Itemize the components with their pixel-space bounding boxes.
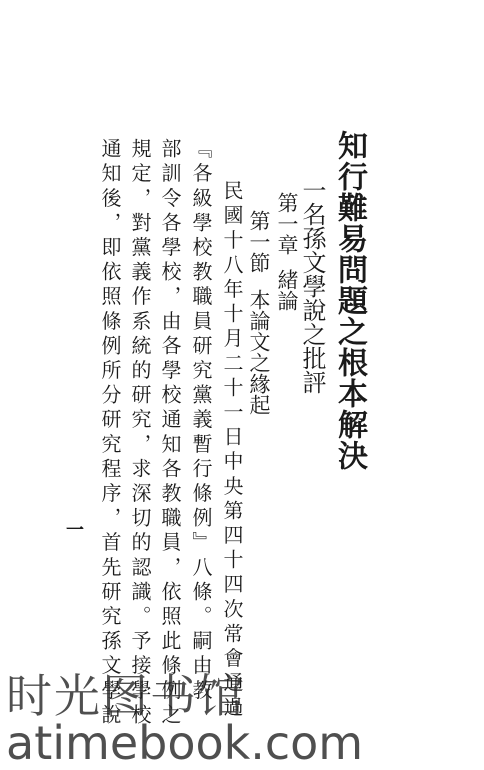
chapter-name: 緒論 <box>275 269 299 311</box>
watermark-site-url: atimebook.com <box>6 716 364 770</box>
body-column-3: 部訓令各學校，由各學校通知各教職員，依照此條例之 <box>158 138 182 729</box>
chapter-number: 第一章 <box>275 192 299 255</box>
body-column-2: 『各級學校教職員研究黨義暫行條例』八條。嗣由教 <box>189 138 213 704</box>
body-column-4: 規定，對黨義作系統的研究，求深切的認識。予接學校 <box>128 138 152 729</box>
body-column-5: 通知後，即依照條例所分研究程序，首先研究孫文學說 <box>98 138 122 729</box>
chapter-heading <box>276 192 297 311</box>
body-column-1: 民國十八年十月二十一日中央第四十四次常會通過 <box>220 180 244 722</box>
section-name: 本論文之緣起 <box>247 289 271 415</box>
page-number: 一 <box>66 520 86 541</box>
section-heading <box>248 210 269 415</box>
watermark-site-name: 时光图书馆 <box>6 669 246 723</box>
book-title: 知行難易問題之根本解決 <box>332 130 367 471</box>
section-number: 第一節 <box>247 210 271 273</box>
book-subtitle: 一名孫文學說之批評 <box>298 178 326 394</box>
